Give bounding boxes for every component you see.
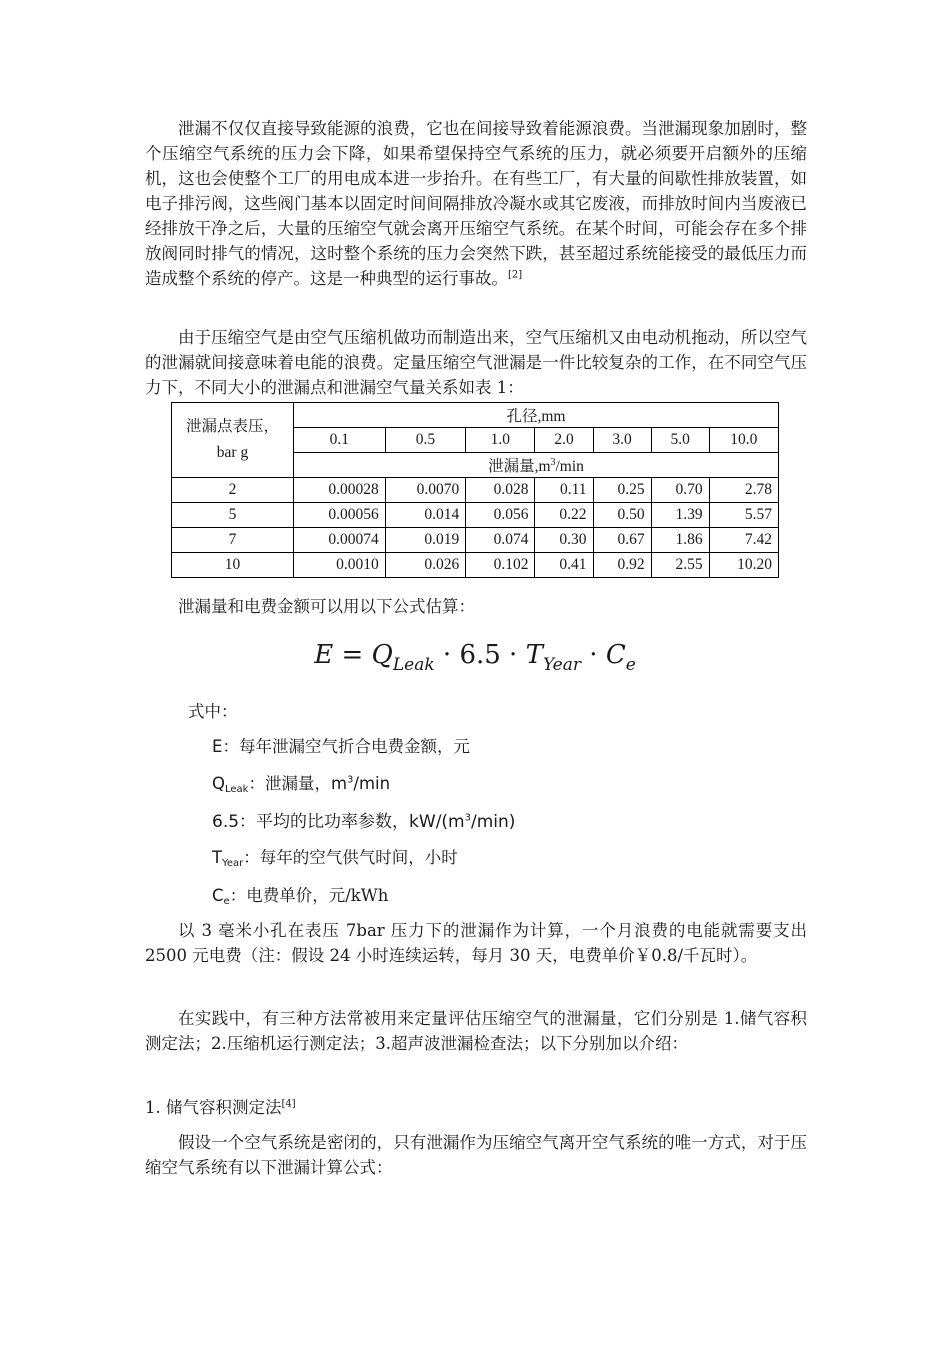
- definition-constant: [212, 807, 515, 832]
- table-cell: 1.39: [651, 503, 709, 528]
- diameter-header: 3.0: [593, 428, 651, 453]
- table-cell: 0.056: [466, 503, 535, 528]
- pressure-cell: 7: [172, 528, 294, 553]
- diameter-header: 1.0: [466, 428, 535, 453]
- def-desc: ：平均的比功率参数，: [239, 812, 410, 832]
- table-cell: 0.50: [593, 503, 651, 528]
- def-sub: Year: [222, 858, 244, 869]
- where-label: 式中：: [188, 702, 238, 721]
- def-symbol: E: [212, 737, 223, 756]
- table-cell: 0.92: [593, 553, 651, 578]
- table-cell: 7.42: [709, 528, 778, 553]
- table-cell: 0.30: [535, 528, 593, 553]
- def-desc: ：每年泄漏空气折合电费金额，元: [222, 737, 470, 756]
- paragraph-example-cost: 以 3 毫米小孔在表压 7bar 压力下的泄漏作为计算，一个月浪费的电能就需要支出 2500 元电费（注：假设 24 小时连续运转，每月 30 天，电费单价￥0.8/千瓦时）。: [145, 921, 807, 965]
- col-group-header: 孔径,mm: [294, 403, 779, 428]
- pressure-cell: 2: [172, 478, 294, 503]
- table-cell: 0.074: [466, 528, 535, 553]
- table-cell: 0.00028: [294, 478, 386, 503]
- formula-c: C: [605, 640, 626, 670]
- flow-header-text: 泄漏量,m: [488, 458, 551, 475]
- table-cell: 0.0070: [385, 478, 466, 503]
- table-cell: 2.55: [651, 553, 709, 578]
- definition-tyear: [212, 844, 458, 869]
- definition-ce: [212, 882, 388, 907]
- definition-e: [212, 733, 470, 757]
- table-cell: 0.11: [535, 478, 593, 503]
- row-header-line2: bar g: [216, 444, 249, 461]
- table-cell: 5.57: [709, 503, 778, 528]
- diameter-header: 2.0: [535, 428, 593, 453]
- formula-lhs: E: [314, 640, 334, 670]
- formula-t-sub: Year: [542, 655, 582, 675]
- def-unit-tail: /min: [353, 774, 391, 793]
- formula-dot: ·: [500, 640, 526, 670]
- table-row: [172, 553, 779, 578]
- def-unit: kW/(m: [409, 812, 465, 832]
- formula-t: T: [525, 640, 543, 670]
- def-symbol: 6.5: [212, 812, 240, 832]
- pressure-cell: 5: [172, 503, 294, 528]
- paragraph-leak-quantification: 由于压缩空气是由空气压缩机做功而制造出来，空气压缩机又由电动机拖动，所以空气的泄漏就间接意味着电能的浪费。定量压缩空气泄漏是一件比较复杂的工作，在不同空气压力下，不同大小的泄漏点和泄漏空气量关系如表 1：: [145, 328, 807, 397]
- def-desc: ：泄漏量，: [248, 774, 331, 793]
- section-title: 1. 储气容积测定法: [145, 1098, 282, 1117]
- table-row: [172, 478, 779, 503]
- formula-const: 6.5: [459, 640, 501, 670]
- def-unit-sup: 3: [464, 812, 471, 824]
- def-desc: ：电费单价，元/kWh: [229, 886, 389, 905]
- diameter-header: 5.0: [651, 428, 709, 453]
- diameter-header: 0.1: [294, 428, 386, 453]
- table-cell: 0.25: [593, 478, 651, 503]
- def-unit-tail: /min): [471, 812, 516, 832]
- pressure-cell: 10: [172, 553, 294, 578]
- table-row: [172, 503, 779, 528]
- table-cell: 0.00074: [294, 528, 386, 553]
- paragraph-leak-indirect-waste: [145, 116, 807, 291]
- flow-header: [294, 453, 779, 478]
- def-sub: e: [223, 896, 230, 907]
- section-heading: [145, 1094, 296, 1118]
- diameter-header: 0.5: [385, 428, 466, 453]
- row-header-line1: 泄漏点表压，: [185, 418, 279, 435]
- formula-c-sub: e: [625, 655, 636, 675]
- table-cell: 0.019: [385, 528, 466, 553]
- formula-eq: =: [333, 640, 372, 670]
- table-cell: 0.014: [385, 503, 466, 528]
- def-sub: Leak: [225, 784, 249, 795]
- table-cell: 0.0010: [294, 553, 386, 578]
- paragraph-methods-overview: 在实践中，有三种方法常被用来定量评估压缩空气的泄漏量，它们分别是 1.储气容积测定法；2.压缩机运行测定法；3.超声波泄漏检查法；以下分别加以介绍：: [145, 1009, 807, 1053]
- table-cell: 0.70: [651, 478, 709, 503]
- table-cell: 2.78: [709, 478, 778, 503]
- table-cell: 0.67: [593, 528, 651, 553]
- table-cell: 0.028: [466, 478, 535, 503]
- paragraph-formula-intro: 泄漏量和电费金额可以用以下公式估算：: [178, 597, 475, 616]
- table-cell: 0.102: [466, 553, 535, 578]
- leak-rate-table: [171, 402, 779, 578]
- flow-header-tail: /min: [555, 458, 584, 475]
- table-cell: 0.22: [535, 503, 593, 528]
- table-cell: 10.20: [709, 553, 778, 578]
- def-unit-sup: 3: [347, 774, 354, 786]
- table-cell: 1.86: [651, 528, 709, 553]
- citation-ref: [2]: [508, 269, 523, 281]
- flow-header-sup: 3: [550, 456, 556, 468]
- formula-q-sub: Leak: [392, 655, 435, 675]
- def-symbol: T: [212, 848, 223, 867]
- citation-ref: [4]: [281, 1098, 296, 1110]
- formula-dot: ·: [581, 640, 606, 670]
- diameter-header: 10.0: [709, 428, 778, 453]
- def-symbol: C: [212, 886, 224, 905]
- formula-dot: ·: [434, 640, 460, 670]
- formula-q: Q: [371, 640, 393, 670]
- def-symbol: Q: [212, 774, 225, 793]
- table-row-header: [172, 403, 294, 478]
- cost-formula: [0, 640, 950, 675]
- definition-qleak: [212, 770, 390, 795]
- table-cell: 0.00056: [294, 503, 386, 528]
- table-cell: 0.41: [535, 553, 593, 578]
- table-row: [172, 528, 779, 553]
- paragraph-closed-system: 假设一个空气系统是密闭的，只有泄漏作为压缩空气离开空气系统的唯一方式，对于压缩空气系统有以下泄漏计算公式：: [145, 1133, 807, 1177]
- paragraph-text: 泄漏不仅仅直接导致能源的浪费，它也在间接导致着能源浪费。当泄漏现象加剧时，整个压缩空气系统的压力会下降，如果希望保持空气系统的压力，就必须要开启额外的压缩机，这也会使整个工厂的用电成本进一步抬升。在有些工厂，有大量的间歇性排放装置，如电子排污阀，这些阀门基本以固定时间间隔排放冷凝水或其它废液，而排放时间内当废液已经排放干净之后，大量的压缩空气就会离开压缩空气系统。在某个时间，可能会存在多个排放阀同时排气的情况，这时整个系统的压力会突然下跌，甚至超过系统能接受的最低压力而造成整个系统的停产。这是一种典型的运行事故。: [145, 119, 807, 288]
- table-cell: 0.026: [385, 553, 466, 578]
- def-unit: m: [330, 774, 348, 793]
- def-desc: ：每年的空气供气时间，小时: [243, 848, 458, 867]
